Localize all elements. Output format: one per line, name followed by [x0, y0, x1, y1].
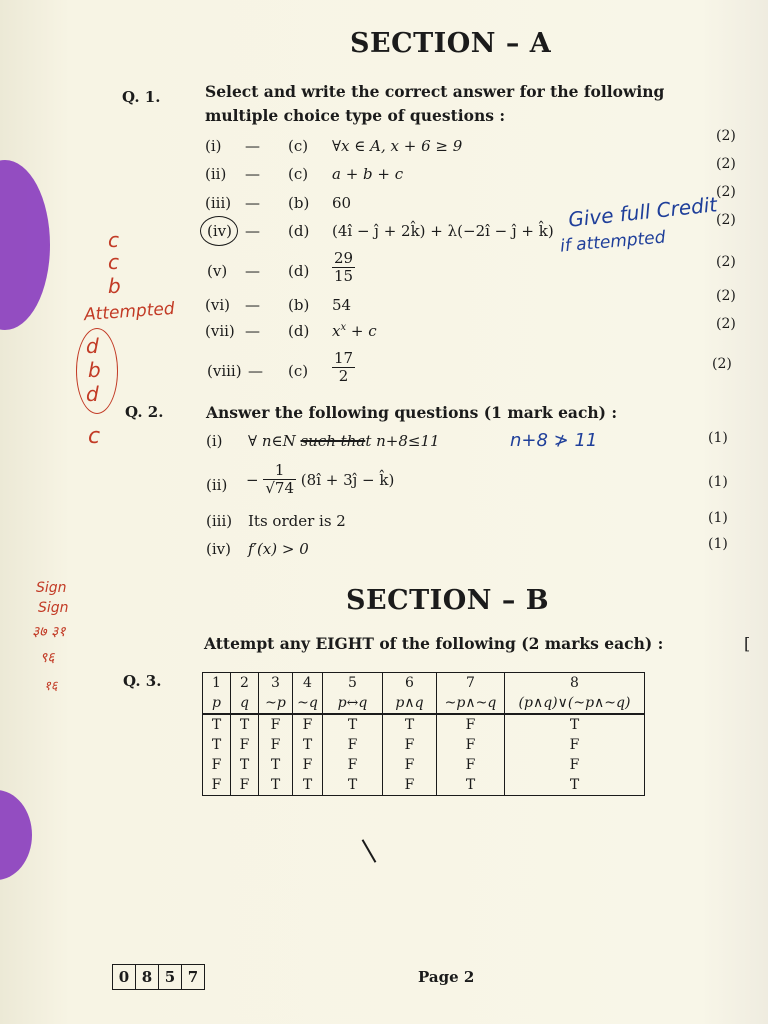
- truth-table: [202, 672, 645, 796]
- table-cell: T: [259, 775, 293, 796]
- table-cell: F: [323, 755, 383, 775]
- margin-mark: b: [88, 358, 101, 382]
- paper-code-box: [112, 964, 205, 990]
- handwritten-q2-note: n+8 ≯ 11: [510, 430, 598, 451]
- q1-number: Q. 1.: [122, 88, 161, 106]
- table-cell: F: [203, 775, 231, 796]
- q1-item-answer: [332, 322, 377, 340]
- q1-item-mark: (2): [716, 254, 736, 270]
- table-cell: F: [383, 775, 437, 796]
- q2-item-mark: (1): [708, 536, 728, 552]
- q1-item-answer: a + b + c: [332, 165, 404, 183]
- table-cell: F: [383, 735, 437, 755]
- q1-item-option: (b): [288, 194, 310, 212]
- column-symbol: p: [203, 693, 231, 714]
- q1-item-dash: —: [245, 262, 260, 280]
- q1-item-dash: —: [245, 322, 260, 340]
- q1-item-fraction: [332, 250, 355, 286]
- table-cell: F: [203, 755, 231, 775]
- q2-item-answer: f′(x) > 0: [248, 540, 309, 558]
- q1-item-num: (iii): [205, 194, 232, 212]
- table-cell: T: [383, 714, 437, 735]
- fraction-numerator: 17: [334, 349, 354, 367]
- table-cell: F: [259, 714, 293, 735]
- vector-tail: (8î + 3ĵ − k̂): [300, 470, 395, 489]
- table-cell: F: [259, 735, 293, 755]
- column-symbol: ~p∧~q: [437, 693, 505, 714]
- section-b-instruction: Attempt any EIGHT of the following (2 marks each) :: [204, 634, 664, 653]
- q2-item-answer: [248, 432, 440, 450]
- table-header-symbols: [203, 693, 645, 714]
- margin-mark: c: [88, 424, 101, 449]
- q2-item-mark: (1): [708, 510, 728, 526]
- q2-item-num: (ii): [206, 476, 228, 494]
- table-cell: F: [383, 755, 437, 775]
- q2-item-mark: (1): [708, 430, 728, 446]
- q1-item-dash: —: [245, 137, 260, 155]
- q1-item-mark: (2): [716, 156, 736, 172]
- q1-item-dash: —: [245, 194, 260, 212]
- margin-mark: c: [108, 228, 119, 252]
- q1-item-answer: (4î − ĵ + 2k̂) + λ(−2î − ĵ + k̂): [332, 222, 554, 240]
- code-digit: 7: [187, 968, 199, 986]
- column-number: 5: [323, 673, 383, 694]
- q1-item-option: (c): [288, 165, 309, 183]
- circle-mark: [200, 216, 238, 246]
- table-cell: F: [293, 755, 323, 775]
- margin-signature: ९६: [40, 650, 55, 666]
- fraction-denominator: 15: [334, 267, 354, 286]
- handwritten-note-line1: Give full Credit: [567, 192, 719, 232]
- table-cell: T: [293, 735, 323, 755]
- column-number: 6: [383, 673, 437, 694]
- q2-answer-pre: ∀ n∈N: [248, 432, 301, 450]
- page-number: Page 2: [418, 968, 475, 986]
- q1-item-answer: 60: [332, 194, 352, 212]
- table-row: [203, 735, 645, 755]
- q1-item-dash: —: [245, 296, 260, 314]
- q1-item-mark: (2): [716, 288, 736, 304]
- q1-item-num: (v): [207, 262, 228, 280]
- column-number: 3: [259, 673, 293, 694]
- q2-item-num: (iv): [206, 540, 231, 558]
- q1-item-mark: (2): [716, 212, 736, 228]
- margin-signature: Sign: [38, 600, 69, 616]
- margin-mark: Attempted: [83, 298, 176, 326]
- table-cell: F: [231, 735, 259, 755]
- q1-item-num: (i): [205, 137, 222, 155]
- table-cell: F: [505, 755, 645, 775]
- table-cell: T: [231, 714, 259, 735]
- margin-signature: ३७ ३१: [32, 624, 66, 640]
- fraction-denominator: 2: [338, 367, 349, 386]
- table-row: [203, 714, 645, 735]
- q3-number: Q. 3.: [123, 672, 162, 690]
- margin-mark: d: [86, 382, 99, 406]
- q2-item-answer: [246, 462, 394, 498]
- q1-item-dash: —: [248, 362, 263, 380]
- table-cell: F: [437, 735, 505, 755]
- q1-item-num: (iv): [207, 222, 232, 240]
- margin-signature: १६: [44, 679, 58, 694]
- q1-item-dash: —: [245, 222, 260, 240]
- column-symbol: q: [231, 693, 259, 714]
- q2-answer-post: t n+8≤11: [365, 432, 440, 450]
- table-cell: T: [505, 775, 645, 796]
- q2-instruction: Answer the following questions (1 mark each) :: [206, 403, 618, 422]
- column-symbol: (p∧q)∨(~p∧~q): [505, 693, 645, 714]
- column-number: 2: [231, 673, 259, 694]
- q1-item-num: (vii): [205, 322, 235, 340]
- table-cell: T: [505, 714, 645, 735]
- table-cell: T: [437, 775, 505, 796]
- table-cell: T: [259, 755, 293, 775]
- table-row: [203, 775, 645, 796]
- code-digit: 0: [113, 965, 136, 989]
- q2-item-answer: Its order is 2: [248, 512, 346, 530]
- q1-item-mark: (2): [716, 128, 736, 144]
- q1-item-num: (ii): [205, 165, 227, 183]
- table-cell: F: [231, 775, 259, 796]
- table-cell: T: [203, 714, 231, 735]
- q1-instruction-line2: multiple choice type of questions :: [205, 106, 506, 125]
- q1-item-option: (d): [288, 262, 310, 280]
- column-symbol: ~q: [293, 693, 323, 714]
- table-cell: F: [323, 735, 383, 755]
- q1-item-option: (d): [288, 322, 310, 340]
- q1-item-answer: 54: [332, 296, 352, 314]
- table-cell: F: [437, 755, 505, 775]
- column-number: 7: [437, 673, 505, 694]
- q1-item-fraction: [332, 350, 355, 386]
- column-symbol: ~p: [259, 693, 293, 714]
- struck-text: such tha: [300, 432, 366, 450]
- column-number: 8: [505, 673, 645, 694]
- column-symbol: p∧q: [383, 693, 437, 714]
- q1-item-mark: (2): [716, 184, 736, 200]
- table-cell: T: [293, 775, 323, 796]
- q2-number: Q. 2.: [125, 403, 164, 421]
- section-a-title: SECTION – A: [350, 28, 552, 59]
- q1-item-option: (b): [288, 296, 310, 314]
- q1-item-option: (c): [288, 362, 309, 380]
- fraction-numerator: 1: [263, 462, 296, 480]
- table-cell: T: [323, 775, 383, 796]
- q1-instruction-line1: Select and write the correct answer for the following: [205, 82, 665, 101]
- q1-item-mark: (2): [712, 356, 732, 372]
- column-symbol: p↔q: [323, 693, 383, 714]
- table-cell: F: [437, 714, 505, 735]
- code-digit: 8: [136, 965, 159, 989]
- q1-item-option: (d): [288, 222, 310, 240]
- section-b-title: SECTION – B: [346, 585, 550, 616]
- table-cell: T: [203, 735, 231, 755]
- fraction-denominator: √74: [265, 479, 295, 498]
- margin-bracket: [: [744, 634, 751, 653]
- q2-item-mark: (1): [708, 474, 728, 490]
- handwritten-note-line2: if attempted: [559, 227, 667, 257]
- fraction-numerator: 29: [334, 249, 354, 267]
- column-number: 4: [293, 673, 323, 694]
- q2-item-num: (i): [206, 432, 223, 450]
- column-number: 1: [203, 673, 231, 694]
- q1-item-answer: ∀x ∈ A, x + 6 ≥ 9: [332, 137, 463, 155]
- q1-item-num: (vi): [205, 296, 230, 314]
- margin-mark: c: [108, 250, 119, 274]
- margin-signature: Sign: [36, 580, 67, 596]
- table-cell: F: [505, 735, 645, 755]
- power-exponent: x: [340, 322, 347, 333]
- table-row: [203, 755, 645, 775]
- table-header-numbers: [203, 673, 645, 694]
- code-digit: 5: [159, 965, 182, 989]
- q2-item-num: (iii): [206, 512, 233, 530]
- q1-item-option: (c): [288, 137, 309, 155]
- margin-mark: b: [108, 274, 121, 298]
- q1-item-dash: —: [245, 165, 260, 183]
- table-cell: F: [293, 714, 323, 735]
- margin-mark: d: [86, 334, 99, 358]
- power-tail: + c: [346, 322, 377, 340]
- table-cell: T: [323, 714, 383, 735]
- table-cell: T: [231, 755, 259, 775]
- q1-item-num: (viii): [207, 362, 242, 380]
- power-base: x: [332, 322, 341, 340]
- q1-item-mark: (2): [716, 316, 736, 332]
- minus-sign: −: [246, 470, 259, 489]
